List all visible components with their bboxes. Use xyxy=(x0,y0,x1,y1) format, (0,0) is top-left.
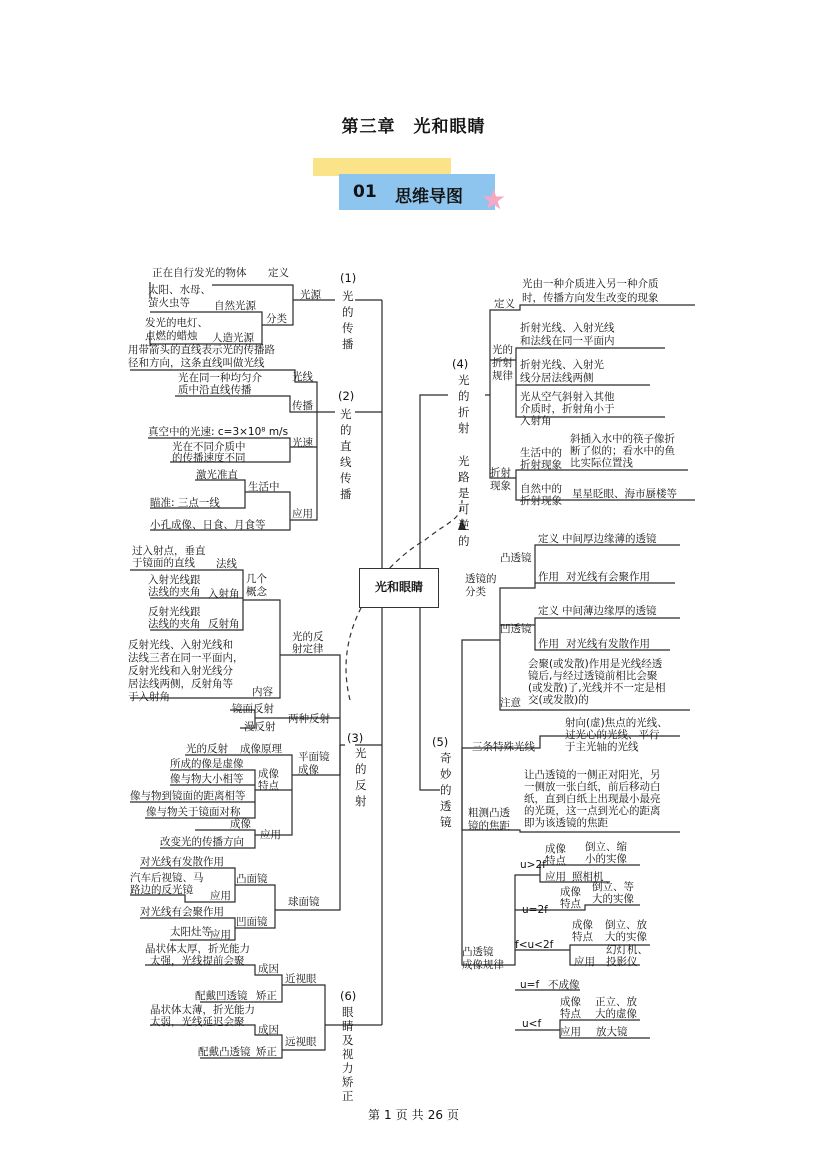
c3-apply-0: 幻灯机、 xyxy=(606,944,648,956)
law-1-0: 折射光线、入射光 xyxy=(520,359,604,371)
branch5-title-5: 镜 xyxy=(440,815,452,829)
branch6-title-7: 正 xyxy=(342,1089,354,1103)
banner-number: 01 xyxy=(353,182,377,202)
natural-ex-0: 太阳、水母、 xyxy=(148,284,211,296)
prop-text-0: 光在同一种均匀介 xyxy=(178,372,262,384)
branch2-title-0: (2) xyxy=(338,389,355,403)
convex-role-label: 作用 xyxy=(538,571,559,583)
rules-label-1: 成像规律 xyxy=(462,959,504,971)
law-2-0: 光从空气斜射入其他 xyxy=(520,391,615,403)
c5-img-1: 大的虚像 xyxy=(595,1008,637,1020)
law-label-1: 折射 xyxy=(492,357,513,369)
branch1-title-1: 光 xyxy=(342,289,354,303)
footer-a: 第 xyxy=(368,1108,381,1122)
light-source-def-label: 定义 xyxy=(268,267,289,279)
phen-label-0: 折射 xyxy=(490,467,511,479)
lens-class-1: 分类 xyxy=(465,586,486,598)
light-source-node: 光源 xyxy=(300,289,321,301)
ref-text-0: 反射光线跟 xyxy=(148,606,201,618)
natural-label: 自然光源 xyxy=(214,300,256,312)
c3-img-1: 大的实像 xyxy=(605,931,647,943)
inc-text-0: 入射光线跟 xyxy=(148,574,201,586)
case-5: u<f xyxy=(522,1018,542,1030)
convex-apply-label: 应用 xyxy=(210,890,231,902)
center-node: 光和眼睛 xyxy=(359,568,439,608)
content-text-0: 反射光线、入射光线和 xyxy=(128,639,233,651)
case-1: u>2f xyxy=(520,859,546,871)
c1-img-label-0: 成像 xyxy=(545,843,566,855)
feature-3: 像与物关于镜面对称 xyxy=(146,806,241,818)
law-1-1: 线分居法线两侧 xyxy=(520,372,594,384)
c4-text: 不成像 xyxy=(548,979,580,991)
case-2: u=2f xyxy=(522,904,548,916)
hyperopia-fix-label: 矫正 xyxy=(256,1046,277,1058)
feature-2: 像与物到镜面的距离相等 xyxy=(130,790,246,802)
note-1: 镜后,与经过透镜前相比会聚 xyxy=(528,670,658,682)
prop-label: 传播 xyxy=(292,400,313,412)
rev-title-0: 光 xyxy=(458,454,470,468)
footer-c: 共 xyxy=(411,1108,424,1122)
branch6-title-1: 眼 xyxy=(342,1005,354,1019)
light-source-class-label: 分类 xyxy=(266,313,287,325)
rev-title-4: 逆 xyxy=(458,518,470,532)
note-0: 会聚(或发散)作用是光线经透 xyxy=(528,658,663,670)
rays-label: 三条特殊光线 xyxy=(472,741,535,753)
nature-refr: 星星眨眼、海市蜃楼等 xyxy=(572,488,677,500)
convex-mirror-label: 凸面镜 xyxy=(236,873,268,885)
content-text-4: 于入射角 xyxy=(128,691,170,703)
normal-label: 法线 xyxy=(216,558,237,570)
c3-apply-1: 投影仪 xyxy=(606,956,638,968)
case-4: u=f xyxy=(520,979,540,991)
principle-text: 光的反射 xyxy=(186,743,228,755)
branch2-title-2: 的 xyxy=(340,423,352,437)
hyperopia-cause-1: 太弱，光线延迟会聚 xyxy=(150,1016,245,1028)
phen-label-1: 现象 xyxy=(490,480,511,492)
light-source-def: 正在自行发光的物体 xyxy=(152,267,247,279)
branch5-title-1: 奇 xyxy=(440,751,452,765)
apply-item-2: 小孔成像、日食、月食等 xyxy=(150,519,266,531)
law-2-2: 入射角 xyxy=(520,415,552,427)
speed-media-1: 的传播速度不同 xyxy=(172,452,246,464)
feature-1: 像与物大小相等 xyxy=(170,773,244,785)
specular: 镜面反射 xyxy=(232,703,274,715)
life-refr-label-1: 折射现象 xyxy=(520,459,562,471)
hyperopia-cause-0: 晶状体太薄，折光能力 xyxy=(150,1004,255,1016)
apply-item-1: 瞄准: 三点一线 xyxy=(150,497,220,509)
c5-apply-label: 应用 xyxy=(560,1026,581,1038)
c5-img-label-0: 成像 xyxy=(560,996,581,1008)
refr-def-1: 时，传播方向发生改变的现象 xyxy=(522,292,659,304)
branch1-title-3: 传 xyxy=(342,321,354,335)
lens-class-0: 透镜的 xyxy=(465,573,497,585)
c5-apply: 放大镜 xyxy=(596,1026,628,1038)
life-label: 生活中 xyxy=(248,481,280,493)
branch6-title-6: 矫 xyxy=(342,1075,354,1089)
rev-title-5: 的 xyxy=(458,534,470,548)
rays-0: 射向(虚)焦点的光线、 xyxy=(565,717,668,729)
concave-apply-label: 应用 xyxy=(210,929,231,941)
inc-label: 入射角 xyxy=(208,588,240,600)
page-title: 第三章 光和眼睛 xyxy=(341,117,486,137)
c1-img-1: 小的实像 xyxy=(585,853,627,865)
focal-1: 一侧放一张白纸，前后移动白 xyxy=(524,781,661,793)
apply-item-0: 激光准直 xyxy=(196,469,238,481)
ray-label: 光线 xyxy=(292,371,313,383)
branch4-title-3: 折 xyxy=(458,405,470,419)
plane-apply-1: 改变光的传播方向 xyxy=(160,836,244,848)
footer-total: 26 xyxy=(427,1108,443,1122)
myopia-cause-label: 成因 xyxy=(258,963,279,975)
content-text-1: 法线三者在同一平面内， xyxy=(128,652,244,664)
rev-title-2: 是 xyxy=(458,486,470,500)
c2-img-label-1: 特点 xyxy=(560,898,581,910)
branch4-title-2: 的 xyxy=(458,389,470,403)
c2-img-0: 倒立、等 xyxy=(592,881,634,893)
branch3-title-2: 的 xyxy=(355,762,367,776)
concave-mirror-label: 凹面镜 xyxy=(236,916,268,928)
ray-text-0: 用带箭头的直线表示光的传播路 xyxy=(128,344,275,356)
myopia-cause-1: 太强，光线提前会聚 xyxy=(150,955,245,967)
footer-d: 页 xyxy=(446,1108,459,1122)
branch5-title-0: (5) xyxy=(432,735,449,749)
plane-apply-label: 应用 xyxy=(260,829,281,841)
star-icon: ★ xyxy=(481,183,507,216)
concave-lens-label: 凹透镜 xyxy=(500,623,532,635)
law-2-1: 介质时，折射角小于 xyxy=(520,403,615,415)
note-2: (或发散)了,光线并不一定是相 xyxy=(528,682,666,694)
concave-lens-role: 对光线有发散作用 xyxy=(566,638,650,650)
branch4-title-4: 射 xyxy=(458,421,470,435)
c3-img-label-1: 特点 xyxy=(572,931,593,943)
c1-img-0: 倒立、缩 xyxy=(585,841,627,853)
artificial-ex-1: 点燃的蜡烛 xyxy=(145,330,198,342)
concave-role-label: 作用 xyxy=(538,638,559,650)
apply-label-2: 应用 xyxy=(292,508,313,520)
natural-ex-1: 萤火虫等 xyxy=(148,297,190,309)
c3-apply-label: 应用 xyxy=(574,956,595,968)
branch6-title-5: 力 xyxy=(342,1061,354,1075)
life-refr-0: 斜插入水中的筷子像折 xyxy=(570,433,675,445)
types-node: 两种反射 xyxy=(288,713,330,725)
refr-def-0: 光由一种介质进入另一种介质 xyxy=(522,278,659,290)
branch2-title-6: 播 xyxy=(340,487,352,501)
artificial-label: 人造光源 xyxy=(212,332,254,344)
hyperopia-fix: 配戴凸透镜 xyxy=(198,1046,251,1058)
diffuse: 漫反射 xyxy=(244,721,276,733)
convex-lens-label: 凸透镜 xyxy=(500,552,532,564)
law-0-0: 折射光线、入射光线 xyxy=(520,322,615,334)
branch3-title-3: 反 xyxy=(355,778,367,792)
concave-def-label: 定义 xyxy=(538,605,559,617)
law-label-2: 规律 xyxy=(492,370,513,382)
focal-0: 让凸透镜的一侧正对阳光，另 xyxy=(524,769,661,781)
rays-2: 于主光轴的光线 xyxy=(565,741,639,753)
focal-label-1: 镜的焦距 xyxy=(468,820,510,832)
nature-refr-label-0: 自然中的 xyxy=(520,483,562,495)
refr-def-label: 定义 xyxy=(494,298,515,310)
convex-lens-role: 对光线有会聚作用 xyxy=(566,571,650,583)
principle-label: 成像原理 xyxy=(240,743,282,755)
content-label: 内容 xyxy=(252,686,273,698)
c3-img-0: 倒立、放 xyxy=(605,919,647,931)
artificial-ex-0: 发光的电灯、 xyxy=(145,317,208,329)
plane-apply-0: 成像 xyxy=(230,818,251,830)
ref-label: 反射角 xyxy=(208,618,240,630)
plane-node-0: 平面镜 xyxy=(298,751,330,763)
speed-label: 光速 xyxy=(292,437,313,449)
feature-0: 所成的像是虚像 xyxy=(170,758,244,770)
rev-title-3: 可 xyxy=(458,502,470,516)
branch6-title-0: (6) xyxy=(340,989,357,1003)
note-label: 注意 xyxy=(500,697,521,709)
convex-def-label: 定义 xyxy=(538,533,559,545)
focal-2: 纸，直到白纸上出现最小最亮 xyxy=(524,793,661,805)
rays-1: 过光心的光线、平行 xyxy=(565,729,660,741)
sphere-node: 球面镜 xyxy=(288,896,320,908)
branch6-title-4: 视 xyxy=(342,1047,354,1061)
branch4-title-1: 光 xyxy=(458,373,470,387)
inc-text-1: 法线的夹角 xyxy=(148,586,201,598)
content-text-3: 居法线两侧，反射角等 xyxy=(128,678,233,690)
speed-media-0: 光在不同介质中 xyxy=(172,441,246,453)
branch2-title-3: 直 xyxy=(340,439,352,453)
life-refr-1: 断了似的；看水中的鱼 xyxy=(570,445,675,457)
ref-text-1: 法线的夹角 xyxy=(148,618,201,630)
rules-label-0: 凸透镜 xyxy=(462,946,494,958)
c2-img-1: 大的实像 xyxy=(592,893,634,905)
focal-label-0: 粗测凸透 xyxy=(468,807,510,819)
plane-node-1: 成像 xyxy=(298,764,319,776)
banner-label: 思维导图 xyxy=(395,187,463,207)
feature-label-1: 特点 xyxy=(258,780,279,792)
branch6-title-3: 及 xyxy=(342,1033,354,1047)
myopia-cause-0: 晶状体太厚，折光能力 xyxy=(145,943,250,955)
c3-img-label-0: 成像 xyxy=(572,919,593,931)
branch2-title-1: 光 xyxy=(340,407,352,421)
branch5-title-4: 透 xyxy=(440,799,452,813)
concave-role: 对光线有会聚作用 xyxy=(140,906,224,918)
focal-3: 的光斑，这一点到光心的距离 xyxy=(524,805,661,817)
concepts-label-1: 概念 xyxy=(246,586,267,598)
law-node-1: 射定律 xyxy=(292,643,324,655)
life-refr-2: 比实际位置浅 xyxy=(570,457,633,469)
c5-img-0: 正立、放 xyxy=(595,996,637,1008)
page-footer xyxy=(0,1106,827,1123)
branch6-title-2: 睛 xyxy=(342,1019,354,1033)
branch4-title-0: (4) xyxy=(452,357,469,371)
hyperopia: 远视眼 xyxy=(285,1036,317,1048)
branch2-title-4: 线 xyxy=(340,455,352,469)
branch2-title-5: 传 xyxy=(340,471,352,485)
focal-4: 即为该透镜的焦距 xyxy=(524,817,608,829)
hyperopia-cause-label: 成因 xyxy=(258,1024,279,1036)
note-3: 交(或发散)的 xyxy=(528,694,589,706)
concave-def: 中间薄边缘厚的透镜 xyxy=(562,605,657,617)
footer-b: 页 xyxy=(395,1108,408,1122)
convex-role: 对光线有发散作用 xyxy=(140,856,224,868)
c1-apply-label: 应用 xyxy=(545,871,566,883)
normal-text-0: 过入射点，垂直 xyxy=(132,545,206,557)
myopia-fix-label: 矫正 xyxy=(256,990,277,1002)
convex-def: 中间厚边缘薄的透镜 xyxy=(562,533,657,545)
c5-img-label-1: 特点 xyxy=(560,1008,581,1020)
c1-apply: 照相机 xyxy=(572,871,604,883)
speed-vacuum: 真空中的光速: c=3×10⁸ m/s xyxy=(148,426,289,438)
law-0-1: 和法线在同一平面内 xyxy=(520,335,615,347)
ray-text-1: 径和方向，这条直线叫做光线 xyxy=(128,357,265,369)
myopia: 近视眼 xyxy=(285,973,317,985)
concave-apply: 太阳灶等 xyxy=(170,926,212,938)
myopia-fix: 配戴凹透镜 xyxy=(195,990,248,1002)
feature-label-0: 成像 xyxy=(258,768,279,780)
branch3-title-0: (3) xyxy=(347,731,364,745)
convex-apply-0: 汽车后视镜、马 xyxy=(130,872,204,884)
branch3-title-4: 射 xyxy=(355,794,367,808)
branch1-title-4: 播 xyxy=(342,337,354,351)
footer-page: 1 xyxy=(384,1108,392,1122)
normal-text-1: 于镜面的直线 xyxy=(132,557,195,569)
branch5-title-2: 妙 xyxy=(440,767,452,781)
law-label-0: 光的 xyxy=(492,344,513,356)
c1-img-label-1: 特点 xyxy=(545,855,566,867)
life-refr-label-0: 生活中的 xyxy=(520,447,562,459)
branch1-title-0: (1) xyxy=(340,271,357,285)
convex-apply-1: 路边的反光镜 xyxy=(130,884,193,896)
prop-text-1: 质中沿直线传播 xyxy=(178,384,252,396)
case-3: f<u<2f xyxy=(515,939,554,951)
c2-img-label-0: 成像 xyxy=(560,886,581,898)
content-text-2: 反射光线和入射光线分 xyxy=(128,665,233,677)
nature-refr-label-1: 折射现象 xyxy=(520,495,562,507)
law-node-0: 光的反 xyxy=(292,631,324,643)
rev-title-1: 路 xyxy=(458,470,470,484)
branch1-title-2: 的 xyxy=(342,305,354,319)
concepts-label-0: 几个 xyxy=(246,573,267,585)
branch3-title-1: 光 xyxy=(355,746,367,760)
branch5-title-3: 的 xyxy=(440,783,452,797)
